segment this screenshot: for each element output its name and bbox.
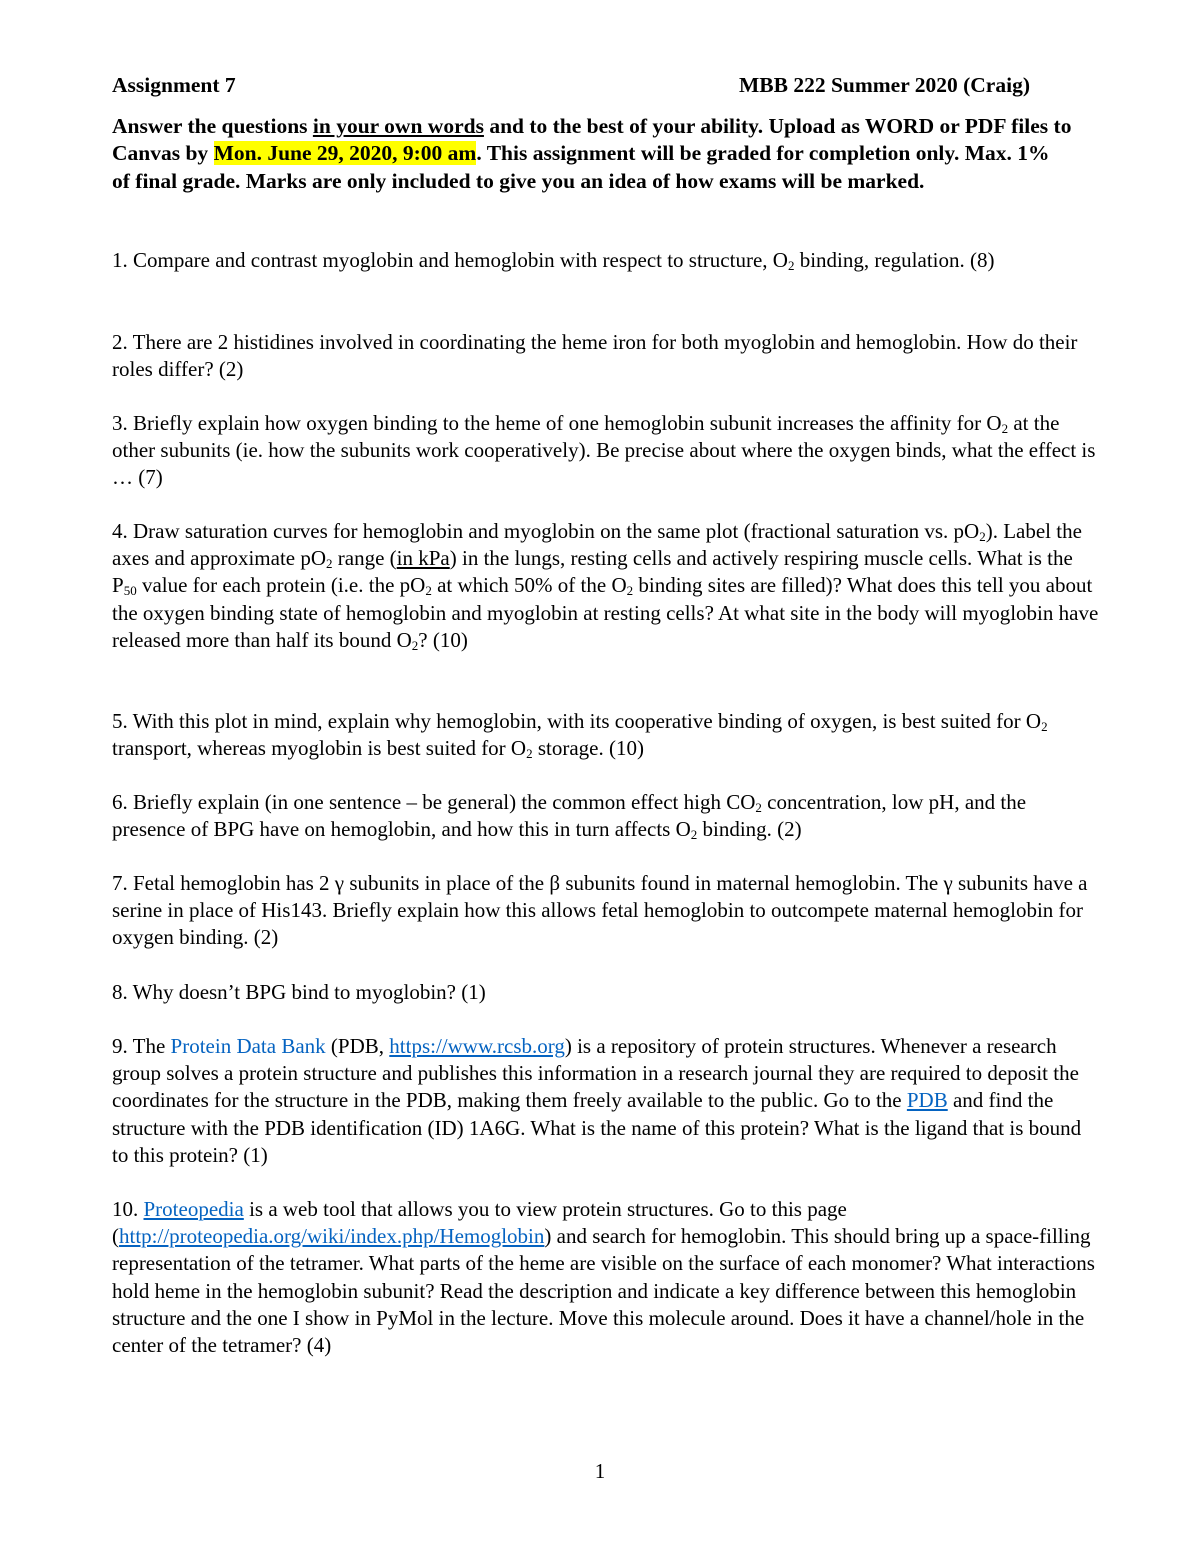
question-10-text: is a web tool that allows you to view protein structures. Go to this page ( <box>112 1197 847 1249</box>
subscript: 2 <box>787 258 795 273</box>
question-2: 2. There are 2 histidines involved in coordinating the heme iron for both myoglobin and hemoglobin. How do their roles differ? (2) <box>112 330 1078 382</box>
question-10-text-end: ) and search for hemoglobin. This should bring up a space-filling representation of the tetramer. What parts of the heme are visible on the surface of each monomer? What interactions hold heme in the hemoglobin subunit? Read the description and indicate a key difference between this hemoglobin structure and the one I show in PyMol in the lecture. Move this molecule around. Does it have a channel/hole in the center of the tetramer? (4) <box>112 1224 1095 1358</box>
subscript: 2 <box>1001 421 1009 436</box>
question-4-text: at which 50% of the O <box>431 573 627 598</box>
instructions-text-1: Answer the questions <box>112 114 313 138</box>
question-3 <box>112 410 1102 492</box>
question-3-text: 3. Briefly explain how oxygen binding to the heme of one hemoglobin subunit increases the affinity for O <box>112 411 1002 435</box>
subscript: 2 <box>326 556 333 572</box>
question-10-number: 10. <box>112 1197 144 1221</box>
question-6-text-end: binding. (2) <box>697 817 802 842</box>
protein-data-bank-link[interactable]: Protein Data Bank <box>170 1034 326 1058</box>
question-5-text: transport, whereas myoglobin is best suited for O <box>112 736 527 761</box>
kpa-underlined: in kPa <box>396 546 450 571</box>
instructions-text-2: and to the best of your ability. Upload as WORD or PDF files to Canvas by <box>112 114 1072 166</box>
question-10 <box>112 1196 1102 1359</box>
subscript: 2 <box>411 637 419 653</box>
question-5-text-end: storage. (10) <box>532 736 644 761</box>
rcsb-url-link[interactable]: https://www.rcsb.org <box>389 1034 565 1058</box>
assignment-title: Assignment 7 <box>112 73 236 97</box>
subscript: 2 <box>425 583 432 599</box>
subscript: 2 <box>979 529 986 544</box>
question-1-text-end: binding, regulation. (8) <box>794 248 995 272</box>
question-4-text: ). Label the axes and approximate pO <box>112 519 1082 571</box>
subscript: 2 <box>626 583 634 599</box>
question-1 <box>112 247 1102 274</box>
question-6 <box>112 789 1102 843</box>
question-6-text: 6. Briefly explain (in one sentence – be general) the common effect high CO <box>112 790 756 814</box>
question-5 <box>112 708 1102 762</box>
question-4-text: range ( <box>332 546 397 571</box>
page-number: 1 <box>594 1459 606 1483</box>
question-4-text: ) in the lungs, resting cells and actively respiring muscle cells. What is the P <box>112 546 1073 598</box>
course-title: MBB 222 Summer 2020 (Craig) <box>738 73 1030 97</box>
page-header <box>112 73 1030 101</box>
subscript: 2 <box>1041 719 1048 734</box>
question-1-text: 1. Compare and contrast myoglobin and hemoglobin with respect to structure, O <box>112 248 788 272</box>
question-9-text: (PDB, <box>325 1034 390 1058</box>
pdb-link[interactable]: PDB <box>906 1088 948 1113</box>
proteopedia-hemoglobin-url-link[interactable]: http://proteopedia.org/wiki/index.php/Hemoglobin <box>119 1224 545 1249</box>
question-9-text-end: and find the structure with the PDB identification (ID) 1A6G. What is the name of this protein? What is the ligand that is bound to this protein? (1) <box>112 1088 1082 1167</box>
question-4 <box>112 518 1102 654</box>
question-9 <box>112 1033 1102 1169</box>
question-3-text-end: at the other subunits (ie. how the subunits work cooperatively). Be precise about where the oxygen binds, what the effect is … (7) <box>112 411 1096 490</box>
subscript: 2 <box>755 800 762 815</box>
question-4-text-end: ? (10) <box>418 627 468 652</box>
question-4-text: 4. Draw saturation curves for hemoglobin and myoglobin on the same plot (fractional saturation vs. pO <box>112 519 980 543</box>
question-7: 7. Fetal hemoglobin has 2 γ subunits in place of the β subunits found in maternal hemoglobin. The γ subunits have a serine in place of His143. Briefly explain how this allows fetal hemoglobin to outcompete maternal hemoglobin for oxygen binding. (2) <box>112 871 1088 950</box>
question-9-text: 9. The <box>112 1034 171 1058</box>
question-4-text: value for each protein (i.e. the pO <box>136 573 426 598</box>
question-5-text: 5. With this plot in mind, explain why hemoglobin, with its cooperative binding of oxygen, is best suited for O <box>112 709 1042 733</box>
subscript: 2 <box>526 746 533 762</box>
question-6-text: concentration, low pH, and the presence of BPG have on hemoglobin, and how this in turn affects O <box>112 790 1027 842</box>
subscript: 50 <box>123 583 137 599</box>
proteopedia-link[interactable]: Proteopedia <box>143 1197 244 1221</box>
question-9-text: ) is a repository of protein structures. Whenever a research group solves a protein structure and publishes this information in a research journal they are required to deposit the coordinates for the structure in the PDB, making them freely available to the public. Go to the <box>112 1034 1079 1113</box>
instructions <box>112 113 1072 195</box>
instructions-own-words: in your own words <box>312 114 484 138</box>
instructions-text-3: . This assignment will be graded for completion only. Max. 1% of final grade. Marks are only included to give you an idea of how exams will be marked. <box>112 141 1050 193</box>
subscript: 2 <box>690 827 698 843</box>
question-8: 8. Why doesn’t BPG bind to myoglobin? (1) <box>112 980 486 1004</box>
question-4-text: binding sites are filled)? What does this tell you about the oxygen binding state of hemoglobin and myoglobin at resting cells? At what site in the body will myoglobin have released more than half its bound O <box>112 573 1099 652</box>
deadline-highlight: Mon. June 29, 2020, 9:00 am <box>213 141 477 166</box>
